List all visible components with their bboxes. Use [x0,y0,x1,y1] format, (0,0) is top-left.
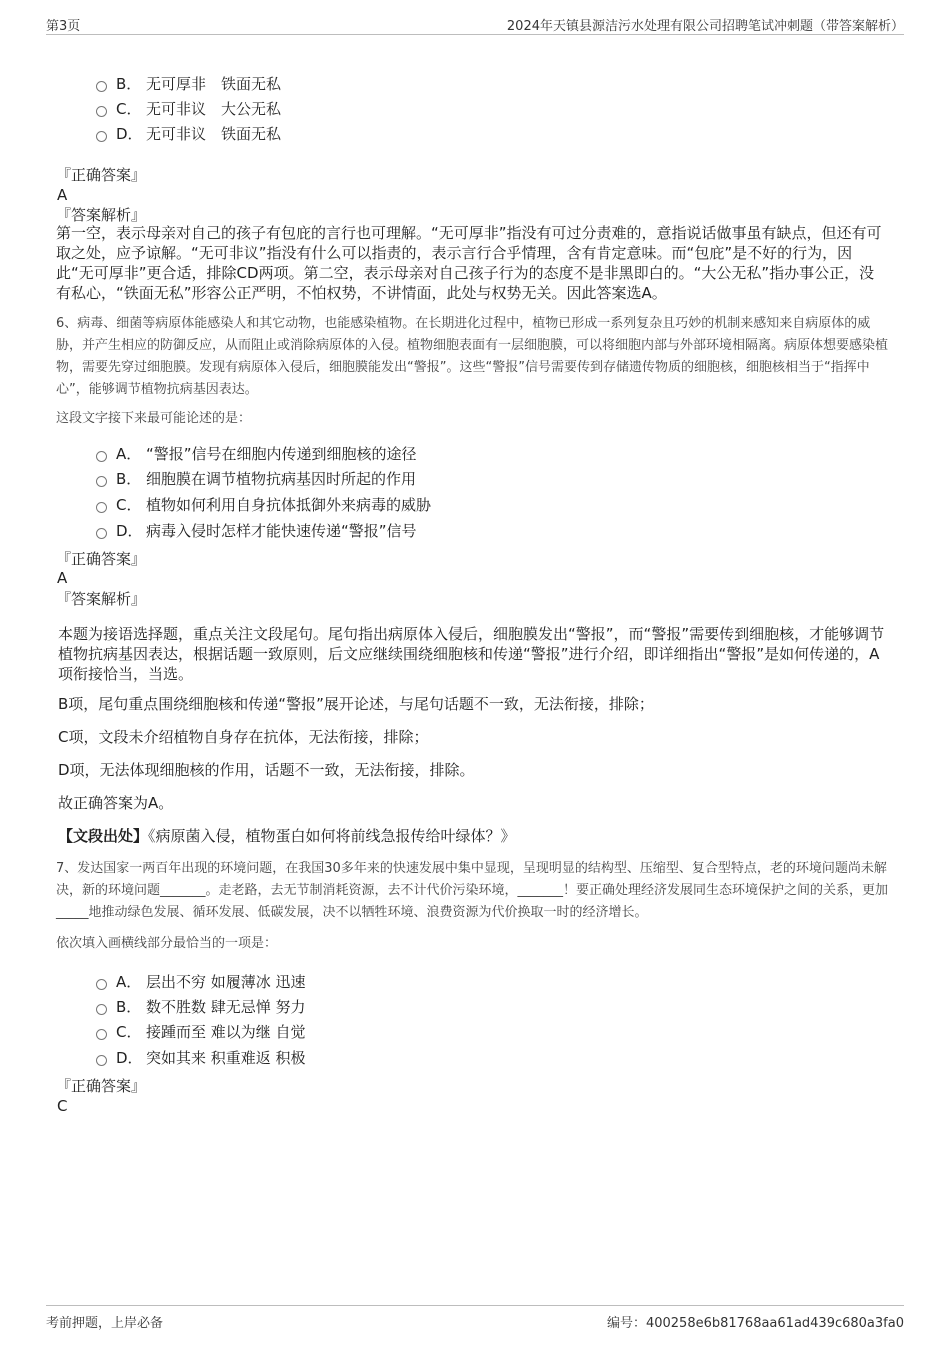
radio-icon[interactable] [96,106,107,117]
q6-option-d[interactable]: D． 病毒入侵时怎样才能快速传递“警报”信号 [96,521,417,541]
q7-option-a[interactable]: A． 层出不穷 如履薄冰 迅速 [96,972,306,992]
q6-analysis-paragraph: C项，文段未介绍植物自身存在抗体，无法衔接，排除； [58,728,429,746]
page-footer [46,1305,904,1330]
footer-serial-number: 编号：400258e6b81768aa61ad439c680a3fa0 [606,1316,904,1331]
q6-option-c[interactable]: C． 植物如何利用自身抗体抵御外来病毒的威胁 [96,495,431,515]
q6-analysis-paragraph: D项，无法体现细胞核的作用，话题不一致，无法衔接，排除。 [58,761,475,779]
q6-stem: 6、病毒、细菌等病原体能感染人和其它动物，也能感染植物。在长期进化过程中，植物已形成一系列复杂且巧妙的机制来感知来自病原体的威胁，并产生相应的防御反应，从而阻止或消除病原体的入侵。植物细胞表面有一层细胞膜，可以将细胞内部与外部环境相隔离。病原体想要感染植物，需要先穿过细胞膜。发现有病原体入侵后，细胞膜能发出“警报”。这些“警报”信号需要传到存储遗传物质的细胞核，细胞核相当于“指挥中心”，能够调节植物抗病基因表达。 [56,316,889,397]
document-title: 2024年天镇县源洁污水处理有限公司招聘笔试冲刺题（带答案解析） [506,19,904,34]
q7-stem: 7、发达国家一两百年出现的环境问题，在我国30多年来的快速发展中集中显现，呈现明显的结构型、压缩型、复合型特点，老的环境问题尚未解决，新的环境问题_______。走老路，去无节制消耗资源，去不计代价污染环境，_______！要正确处理经济发展同生态环境保护之间的关系，更加_____地推动绿色发展、循环发展、低碳发展，决不以牺牲环境、浪费资源为代价换取一时的经济增长。 [56,861,889,920]
q5-option-b[interactable]: B． 无可厚非 铁面无私 [96,74,281,94]
q5-option-c[interactable]: C． 无可非议 大公无私 [96,99,281,119]
q6-analysis-paragraph: 本题为接语选择题，重点关注文段尾句。尾句指出病原体入侵后，细胞膜发出“警报”，而“警报”需要传到细胞核，才能够调节植物抗病基因表达，根据话题一致原则，后文应继续围绕细胞核和传递“警报”进行介绍，即详细指出“警报”是如何传递的，A项衔接恰当，当选。 [58,625,885,683]
q6-answer-label: 『正确答案』 [56,550,147,568]
footer-slogan: 考前押题，上岸必备 [46,1316,164,1331]
q6-analysis-paragraph: 故正确答案为A。 [58,794,174,812]
q5-answer: A [57,186,68,204]
q7-lead: 依次填入画横线部分最恰当的一项是： [56,936,278,951]
q5-analysis-label: 『答案解析』 [56,206,147,224]
radio-icon[interactable] [96,1004,107,1015]
q5-analysis-text: 第一空，表示母亲对自己的孩子有包庇的言行也可理解。“无可厚非”指没有可过分责难的，意指说话做事虽有缺点，但还有可取之处，应予谅解。“无可非议”指没有什么可以指责的，表示言行合乎情理，含有肯定意味。而“包庇”是不好的行为，因此“无可厚非”更合适，排除CD两项。第二空，表示母亲对自己孩子行为的态度不是非黑即白的。“大公无私”指办事公正，没有私心，“铁面无私”形容公正严明，不怕权势，不讲情面，此处与权势无关。因此答案选A。 [56,224,882,302]
q6-analysis-label: 『答案解析』 [56,590,147,608]
radio-icon[interactable] [96,131,107,142]
radio-icon[interactable] [96,979,107,990]
q6-option-a[interactable]: A． “警报”信号在细胞内传递到细胞核的途径 [96,444,417,464]
q6-source-label: 【文段出处】 [58,827,149,845]
radio-icon[interactable] [96,1055,107,1066]
q7-option-d[interactable]: D． 突如其来 积重难返 积极 [96,1048,306,1068]
q6-source [58,826,516,846]
q6-option-b[interactable]: B． 细胞膜在调节植物抗病基因时所起的作用 [96,469,416,489]
q6-answer: A [57,569,68,587]
q6-analysis-paragraph: B项，尾句重点围绕细胞核和传递“警报”展开论述，与尾句话题不一致，无法衔接，排除； [58,695,654,713]
q7-option-b[interactable]: B． 数不胜数 肆无忌惮 努力 [96,997,306,1017]
radio-icon[interactable] [96,528,107,539]
radio-icon[interactable] [96,476,107,487]
q6-lead: 这段文字接下来最可能论述的是： [56,411,252,426]
q7-answer-label: 『正确答案』 [56,1077,147,1095]
radio-icon[interactable] [96,502,107,513]
q6-source-text: 《病原菌入侵，植物蛋白如何将前线急报传给叶绿体？》 [148,827,516,845]
q5-answer-label: 『正确答案』 [56,166,147,184]
q7-option-c[interactable]: C． 接踵而至 难以为继 自觉 [96,1022,306,1042]
radio-icon[interactable] [96,1029,107,1040]
q5-option-d[interactable]: D． 无可非议 铁面无私 [96,124,281,144]
q7-answer: C [57,1097,68,1115]
radio-icon[interactable] [96,81,107,92]
radio-icon[interactable] [96,451,107,462]
page-number: 第3页 [46,19,81,34]
page-header [46,12,904,35]
